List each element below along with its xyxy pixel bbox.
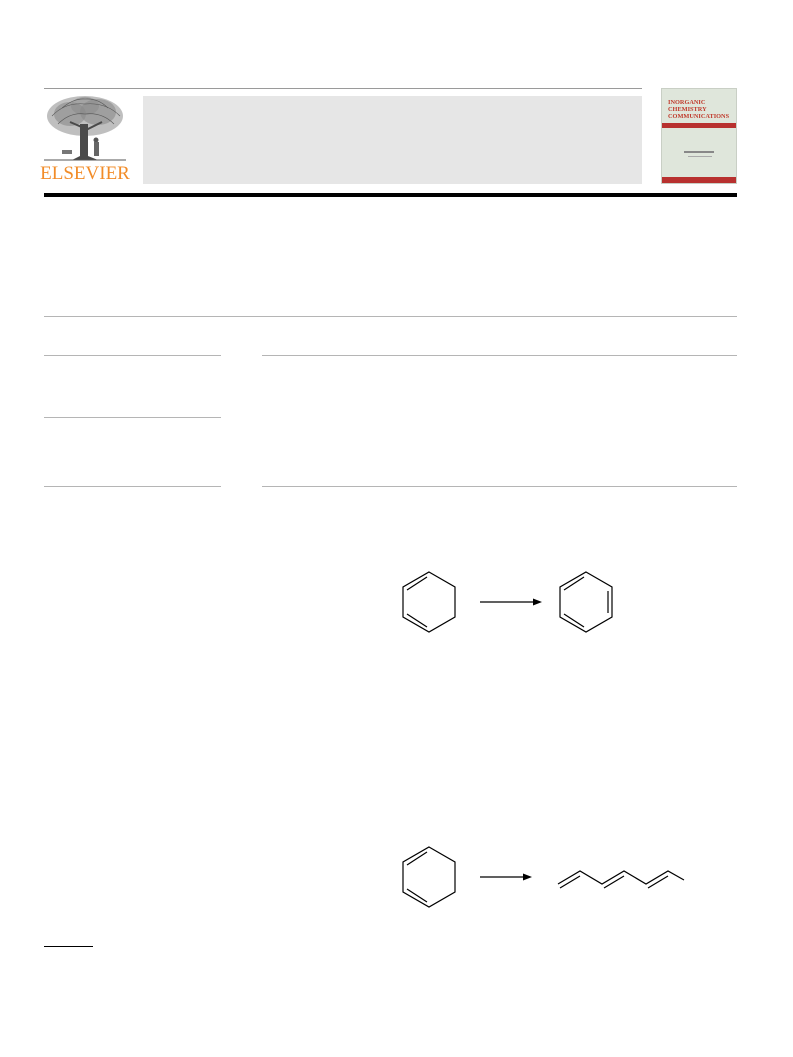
keywords-rule — [44, 417, 221, 418]
reaction-arrow — [480, 874, 532, 881]
article-info-bottom-rule — [44, 486, 221, 487]
reaction-scheme-2 — [390, 840, 690, 915]
abstract-bottom-rule — [262, 486, 737, 487]
reaction-arrow — [480, 599, 542, 606]
footnote-rule — [44, 946, 93, 947]
cover-title: INORGANIC CHEMISTRY COMMUNICATIONS — [668, 99, 730, 120]
benzene-structure — [560, 572, 612, 632]
cover-footer-band — [662, 177, 737, 183]
abstract-top-rule — [262, 355, 737, 356]
cyclohexadiene-structure — [403, 847, 455, 907]
cover-publisher-mark-sub — [688, 156, 712, 157]
header-thick-rule — [44, 193, 737, 197]
tree-icon — [40, 94, 130, 164]
cover-band — [662, 123, 737, 128]
hexatriene-structure — [558, 871, 684, 888]
publisher-logo — [40, 94, 130, 186]
article-info-top-rule — [44, 355, 221, 356]
journal-cover[interactable] — [661, 88, 737, 184]
header-top-rule — [44, 88, 642, 89]
publisher-wordmark[interactable]: ELSEVIER — [40, 163, 130, 184]
journal-banner — [143, 96, 642, 184]
cyclohexadiene-structure — [403, 572, 455, 632]
cover-publisher-mark — [684, 151, 714, 153]
reaction-scheme-1 — [390, 565, 620, 640]
title-block-rule — [44, 316, 737, 317]
